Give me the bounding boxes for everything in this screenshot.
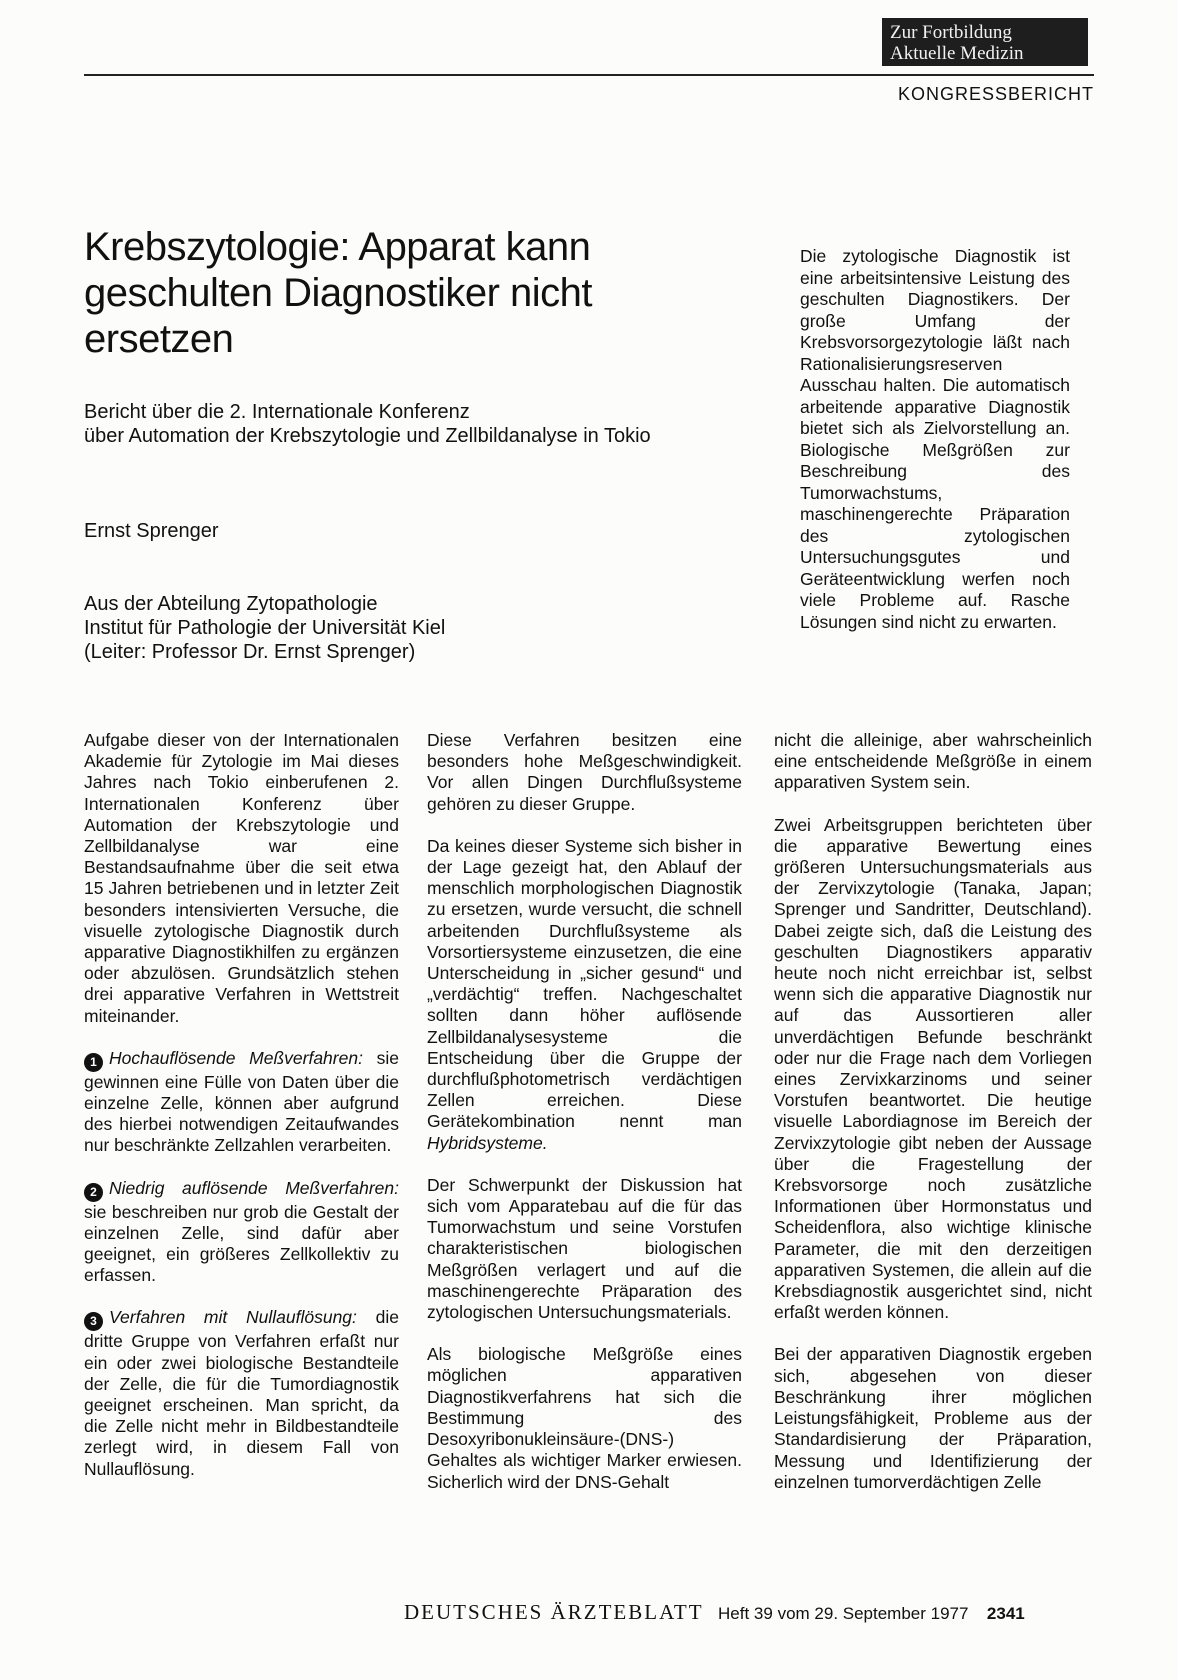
- paragraph: Der Schwerpunkt der Diskussion hat sich vom Apparatebau auf die für das Tumorwachstum und seine Vorstufen charakteristischen biologischen Meßgrößen verlagert und auf die maschinengerechte Präparation des zytologischen Untersuchungsmaterials.: [427, 1174, 742, 1323]
- article-title: Krebszytologie: Apparat kann geschulten Diagnostiker nicht ersetzen: [84, 225, 593, 361]
- number-1-icon: 1: [84, 1053, 103, 1072]
- abstract: Die zytologische Diagnostik ist eine arbeitsintensive Leistung des geschulten Diagnostikers. Der große Umfang der Krebsvorsorgezytologie läßt nach Rationalisierungsreserven Ausschau halten. Die automatisch arbeitende apparative Diagnostik bietet sich als Zielvorstellung an. Biologische Meßgrößen zur Beschreibung des Tumorwachstums, maschinengerechte Präparation des zytologischen Untersuchungsgutes und Geräteentwicklung werfen noch viele Probleme auf. Rasche Lösungen sind nicht zu erwarten.: [800, 246, 1070, 632]
- body-column-3: [774, 730, 1092, 1514]
- item-heading: Niedrig auflösende Meßverfahren:: [109, 1177, 399, 1198]
- affiliation-line-1: Aus der Abteilung Zytopathologie: [84, 593, 378, 615]
- paragraph: Aufgabe dieser von der Internationalen Akademie für Zytologie im Mai dieses Jahres nach Tokio einberufenen 2. Internationalen Konferenz über Automation der Krebszytologie und Zellbildanalyse war eine Bestandsaufnahme über die seit etwa 15 Jahren betriebenen und in letzter Zeit besonders intensivierten Versuche, die visuelle zytologische Diagnostik durch apparative Diagnostikhilfen zu ergänzen oder abzulösen. Grundsätzlich stehen drei apparative Verfahren in Wettstreit miteinander.: [84, 730, 399, 1026]
- header-rule: [84, 74, 1094, 76]
- subtitle-line-2: über Automation der Krebszytologie und Zellbildanalyse in Tokio: [84, 425, 651, 447]
- body-column-1: [84, 730, 399, 1501]
- item-text: sie beschreiben nur grob die Gestalt der einzelnen Zelle, sind dafür aber geeignet, ein größeres Zellkollektiv zu erfassen.: [84, 1201, 399, 1286]
- item-text: sie gewinnen eine Fülle von Daten über die einzelne Zelle, können aber aufgrund des hierbei notwendigen Zeitaufwandes nur beschränkte Zellzahlen verarbeiten.: [84, 1047, 399, 1156]
- author-name: Ernst Sprenger: [84, 520, 219, 542]
- paragraph: Als biologische Meßgröße eines möglichen apparativen Diagnostikverfahrens hat sich die Bestimmung des Desoxyribonukleinsäure-(DNS-) Gehaltes als wichtiger Marker erwiesen. Sicherlich wird der DNS-Gehalt: [427, 1344, 742, 1492]
- paragraph: Bei der apparativen Diagnostik ergeben sich, abgesehen von dieser Beschränkung ihrer möglichen Leistungsfähigkeit, Probleme aus der Standardisierung der Präparation, Messung und Identifizierung der einzelnen tumorverdächtigen Zelle: [774, 1344, 1092, 1492]
- list-item-2: [84, 1178, 399, 1287]
- section-badge: [882, 18, 1088, 66]
- subtitle-line-1: Bericht über die 2. Internationale Konferenz: [84, 401, 470, 423]
- item-heading: Hochauflösende Meßverfahren:: [109, 1047, 363, 1068]
- affiliation-line-3: (Leiter: Professor Dr. Ernst Sprenger): [84, 641, 416, 663]
- page-footer: [404, 1600, 1094, 1625]
- article-subtitle: [84, 400, 764, 448]
- number-2-icon: 2: [84, 1183, 103, 1202]
- badge-line-2: Aktuelle Medizin: [890, 43, 1024, 64]
- list-item-1: [84, 1048, 399, 1157]
- paragraph-text: Da keines dieser Systeme sich bisher in der Lage gezeigt hat, den Ablauf der menschlich morphologischen Diagnostik zu ersetzen, wurde versucht, die schnell arbeitenden Durchflußsysteme als Vorsortiersysteme einzusetzen, die eine Unterscheidung in „sicher gesund“ und „verdächtig“ treffen. Nachgeschaltet sollten dann höher auflösende Zellbildanalysesysteme die Entscheidung über die Gruppe der durchflußphotometrisch verdächtigen Zellen erreichen. Diese Gerätekombination nennt man: [427, 835, 742, 1132]
- paragraph: nicht die alleinige, aber wahrscheinlich eine entscheidende Meßgröße in einem apparativen System sein.: [774, 730, 1092, 793]
- section-label: KONGRESSBERICHT: [897, 84, 1094, 104]
- paragraph: Zwei Arbeitsgruppen berichteten über die apparative Bewertung eines größeren Untersuchungsmaterials aus der Zervixzytologie (Tanaka, Japan; Sprenger und Sandritter, Deutschland). Dabei zeigte sich, daß die Leistung des geschulten Diagnostikers apparativ heute noch nicht erreichbar ist, selbst wenn sich die apparative Diagnostik nur auf das Aussortieren aller unverdächtigen Befunde beschränkt oder nur die Frage nach dem Vorliegen eines Zervixkarzinoms und seiner Vorstufen beantwortet. Die heutige visuelle Labordiagnose im Bereich der Zervixzytologie gibt neben der Aussage über die Fragestellung der Krebsvorsorge noch zusätzliche Informationen über Hormonstatus und Scheidenflora, also wichtige klinische Parameter, die mit den derzeitigen apparativen Systemen, die allein auf die Krebsdiagnostik ausgerichtet sind, nicht erfaßt werden können.: [774, 814, 1092, 1323]
- paragraph: Diese Verfahren besitzen eine besonders hohe Meßgeschwindigkeit. Vor allen Dingen Durchflußsysteme gehören zu dieser Gruppe.: [427, 730, 742, 814]
- issue-info: Heft 39 vom 29. September 1977: [718, 1604, 969, 1623]
- item-text: die dritte Gruppe von Verfahren erfaßt nur ein oder zwei biologische Bestandteile der Zelle, die für die Tumordiagnostik geeignet erscheinen. Man spricht, da die Zelle nicht mehr in Bildbestandteile zerlegt wird, in diesem Fall von Nullauflösung.: [84, 1307, 399, 1479]
- journal-name: DEUTSCHES ÄRZTEBLATT: [404, 1600, 704, 1624]
- paragraph: [427, 836, 742, 1154]
- emphasis-text: Hybridsysteme.: [427, 1132, 548, 1153]
- body-column-2: [427, 730, 742, 1514]
- affiliation-line-2: Institut für Pathologie der Universität Kiel: [84, 617, 446, 639]
- affiliation: [84, 592, 604, 664]
- badge-line-1: Zur Fortbildung: [890, 22, 1012, 43]
- item-heading: Verfahren mit Nullauflösung:: [109, 1307, 357, 1328]
- number-3-icon: 3: [84, 1312, 103, 1331]
- list-item-3: [84, 1307, 399, 1479]
- page-number: 2341: [986, 1604, 1025, 1623]
